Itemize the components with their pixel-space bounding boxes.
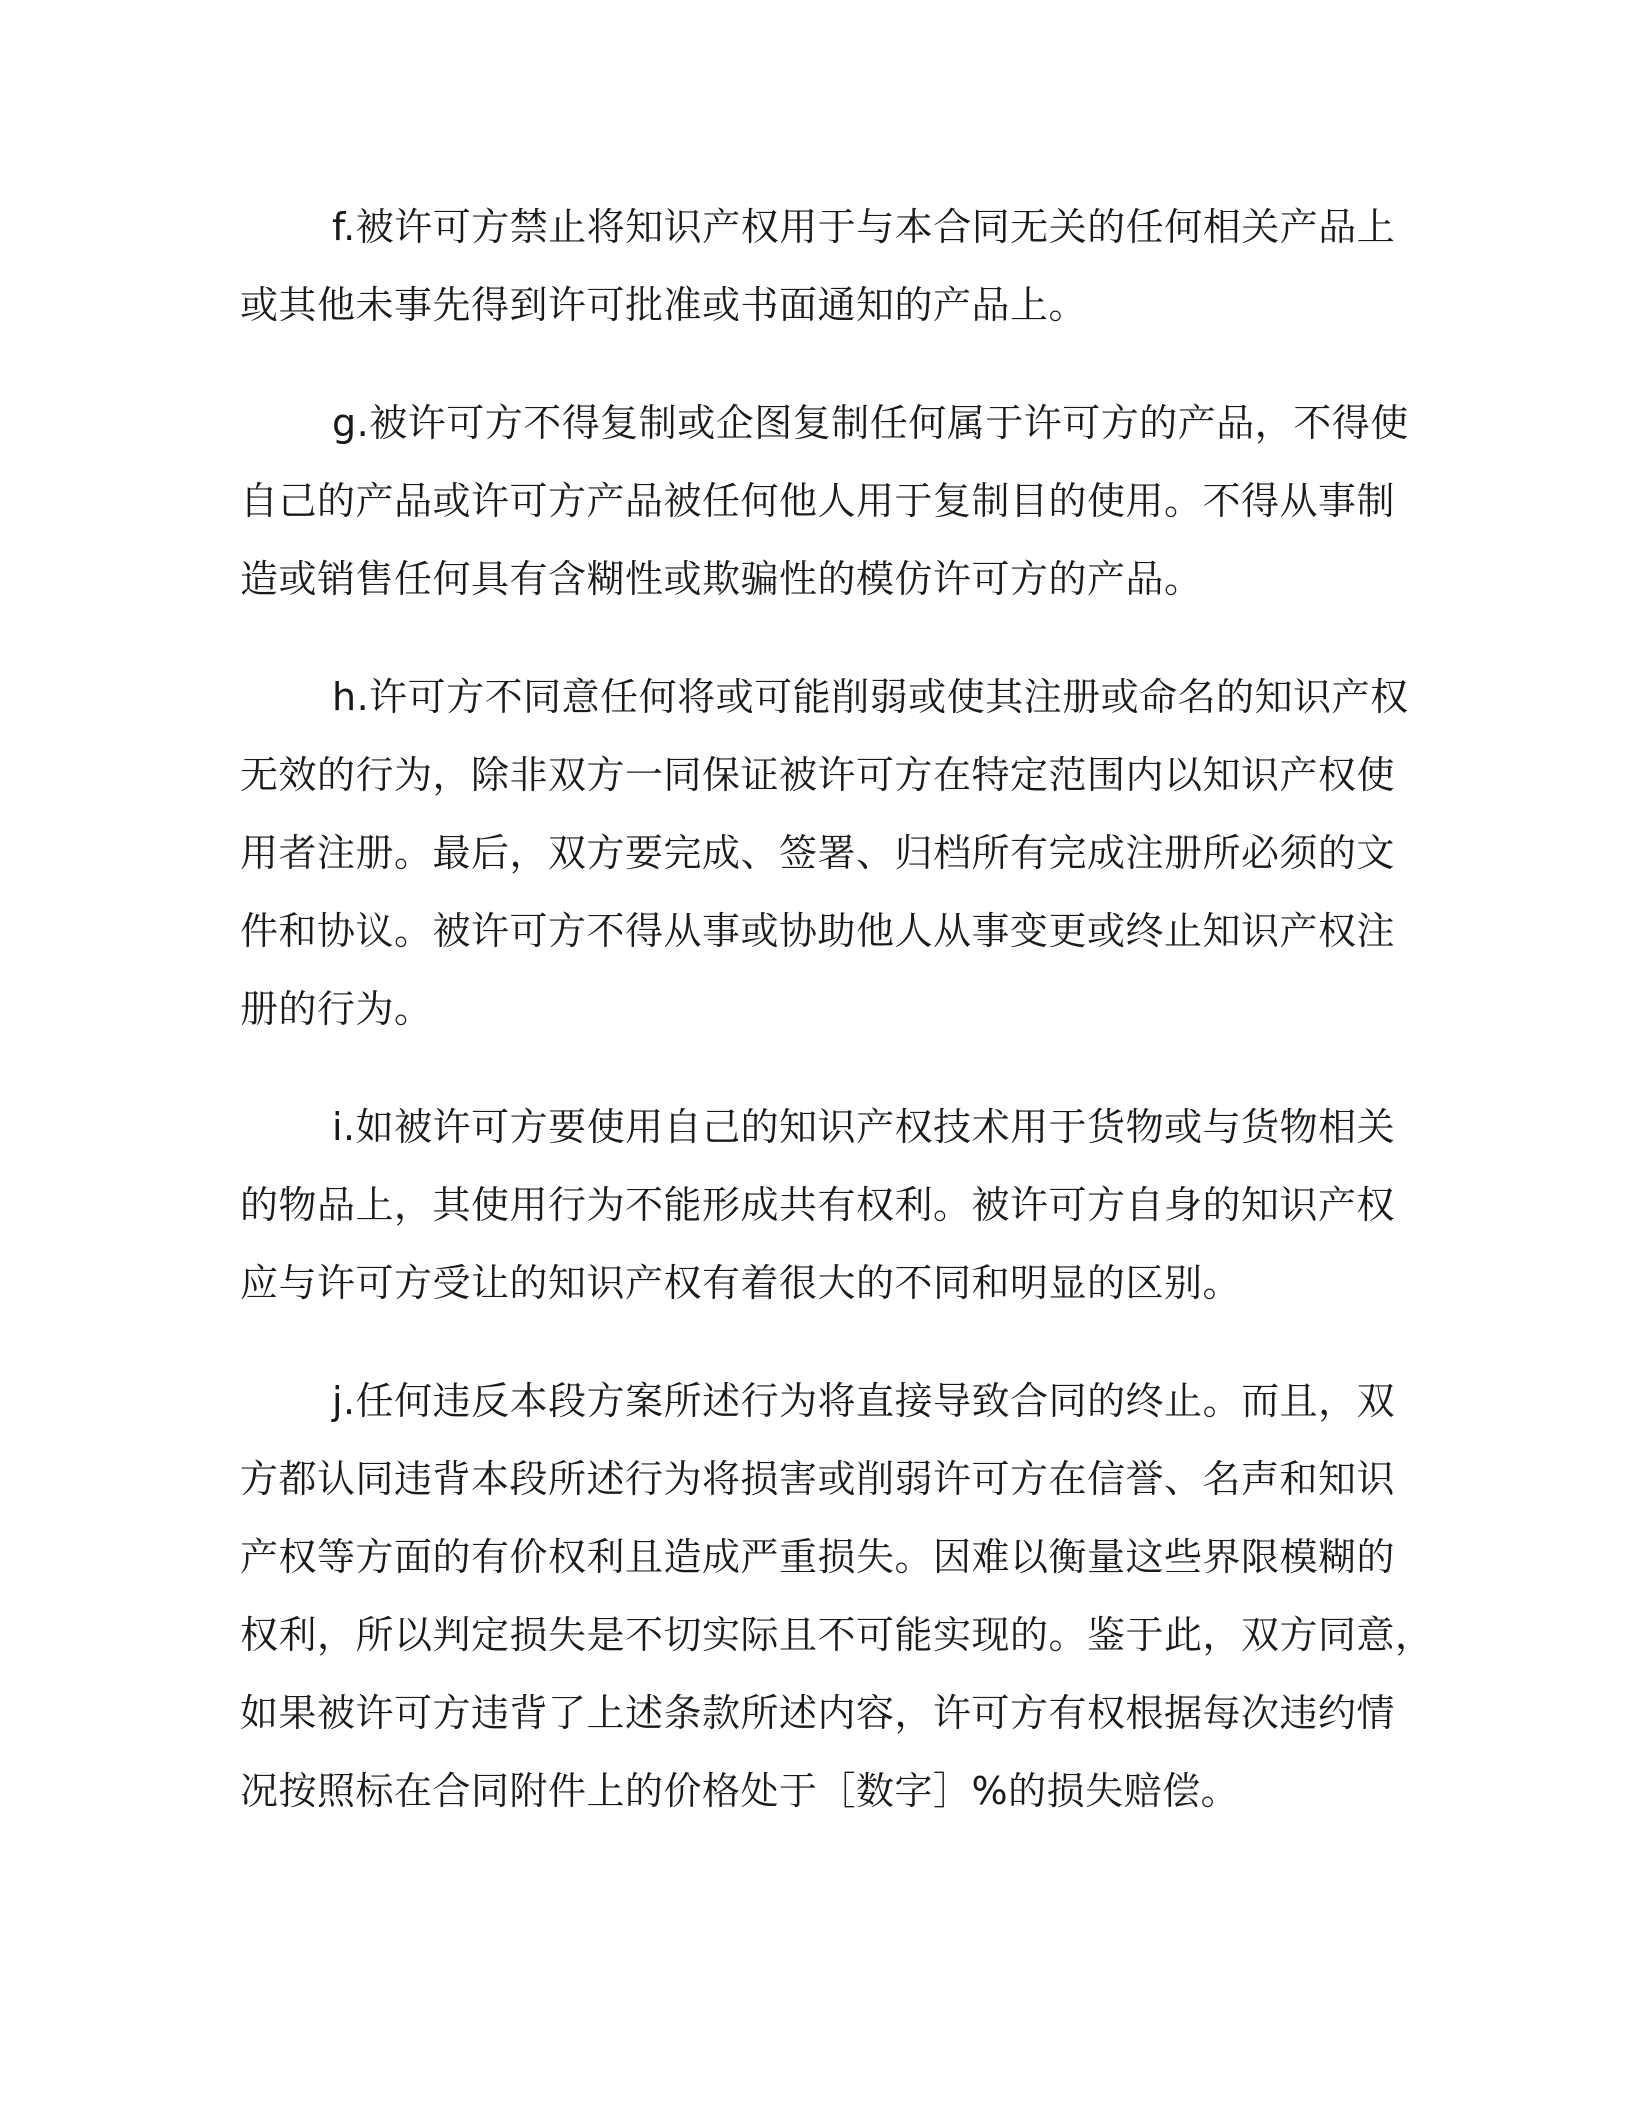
text-line: j.任何违反本段方案所述行为将直接导致合同的终止。而且，双 — [332, 1379, 1396, 1423]
clause-f — [240, 188, 1396, 344]
clause-j — [240, 1362, 1434, 1830]
text-line: 或其他未事先得到许可批准或书面通知的产品上。 — [240, 283, 1088, 327]
text-line: g.被许可方不得复制或企图复制任何属于许可方的产品，不得使 — [332, 401, 1409, 445]
text-line: i.如被许可方要使用自己的知识产权技术用于货物或与货物相关 — [332, 1105, 1396, 1149]
text-line: 方都认同违背本段所述行为将损害或削弱许可方在信誉、名声和知识 — [240, 1457, 1396, 1501]
clause-g — [240, 384, 1409, 618]
clause-h — [240, 658, 1409, 1048]
text-line: f.被许可方禁止将知识产权用于与本合同无关的任何相关产品上 — [332, 205, 1396, 249]
text-line: 权利，所以判定损失是不切实际且不可能实现的。鉴于此，双方同意， — [240, 1613, 1434, 1657]
text-line: 产权等方面的有价权利且造成严重损失。因难以衡量这些界限模糊的 — [240, 1535, 1396, 1579]
text-line: 应与许可方受让的知识产权有着很大的不同和明显的区别。 — [240, 1261, 1242, 1305]
text-line: 的物品上，其使用行为不能形成共有权利。被许可方自身的知识产权 — [240, 1183, 1396, 1227]
document-page — [240, 188, 1434, 1870]
text-line: 况按照标在合同附件上的价格处于［数字］%的损失赔偿。 — [240, 1769, 1240, 1813]
text-line: 用者注册。最后，双方要完成、签署、归档所有完成注册所必须的文 — [240, 831, 1396, 875]
text-line: h.许可方不同意任何将或可能削弱或使其注册或命名的知识产权 — [332, 675, 1409, 719]
text-line: 册的行为。 — [240, 987, 433, 1031]
clause-i — [240, 1088, 1396, 1322]
text-line: 自己的产品或许可方产品被任何他人用于复制目的使用。不得从事制 — [240, 479, 1396, 523]
text-line: 造或销售任何具有含糊性或欺骗性的模仿许可方的产品。 — [240, 557, 1203, 601]
text-line: 无效的行为，除非双方一同保证被许可方在特定范围内以知识产权使 — [240, 753, 1396, 797]
text-line: 如果被许可方违背了上述条款所述内容，许可方有权根据每次违约情 — [240, 1691, 1396, 1735]
text-line: 件和协议。被许可方不得从事或协助他人从事变更或终止知识产权注 — [240, 909, 1396, 953]
